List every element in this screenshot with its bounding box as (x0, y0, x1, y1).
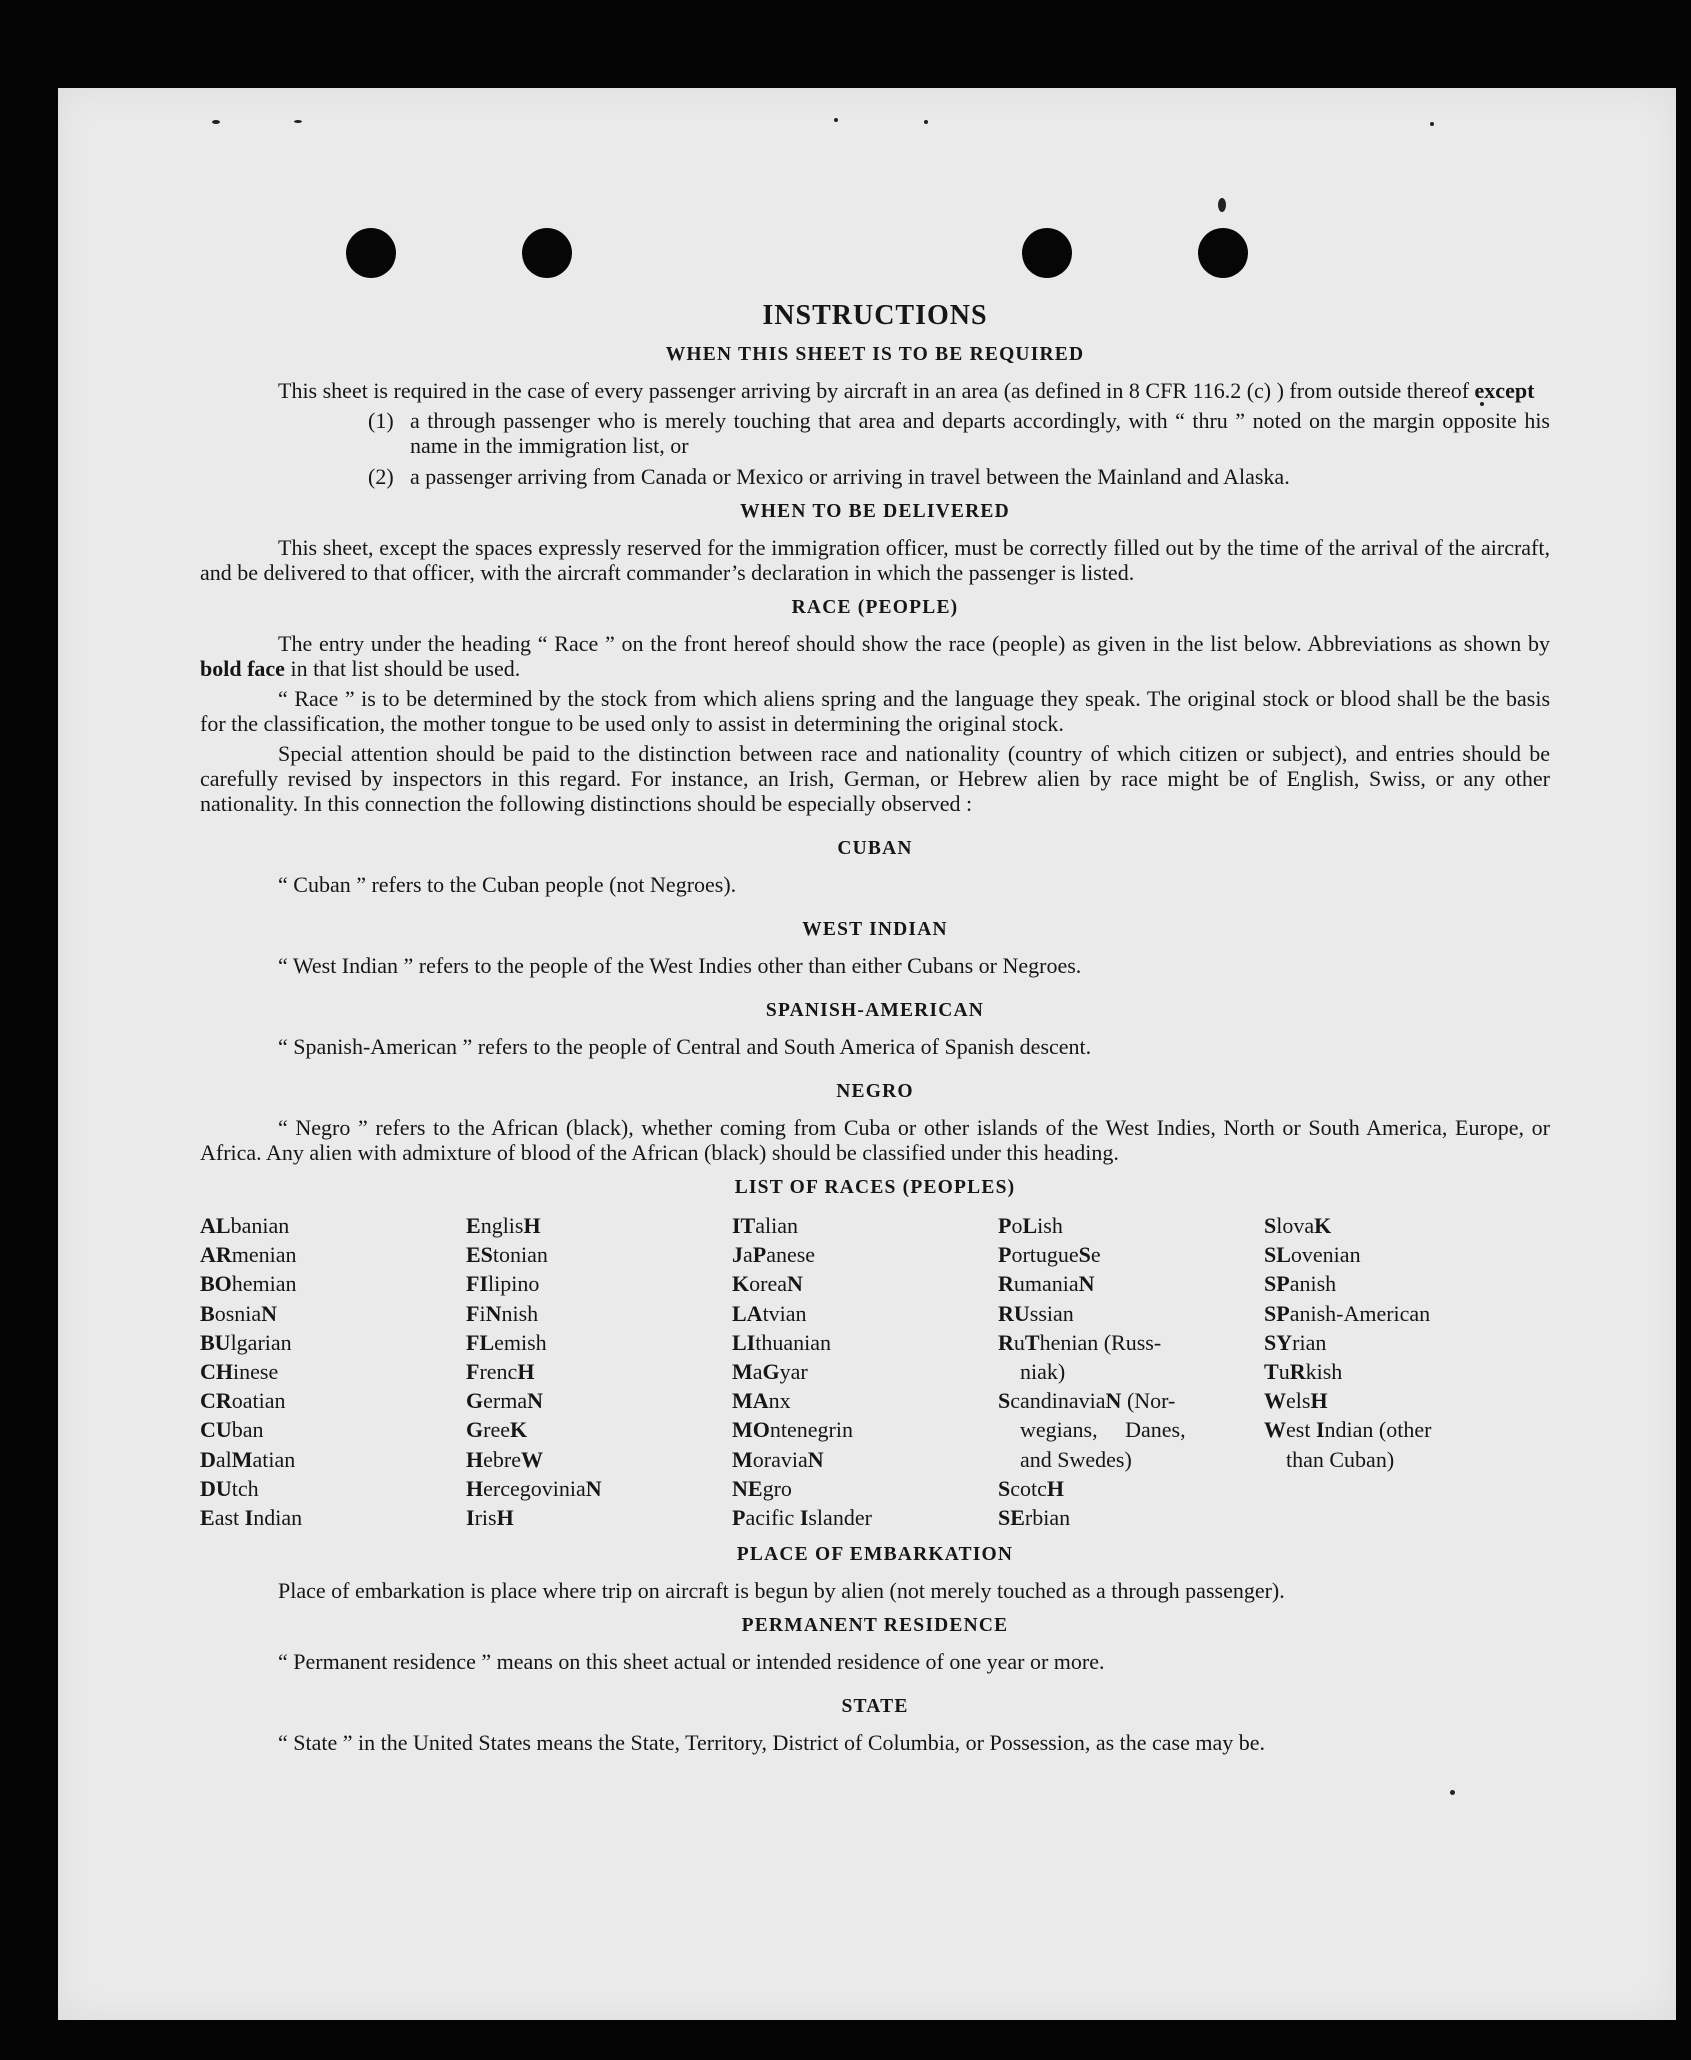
race-entry: IrisH (466, 1505, 514, 1531)
heading-spanish-american: SPANISH-AMERICAN (765, 1000, 985, 1021)
state-text: “ State ” in the United States means the State, Territory, District of Columbia, or Possession, as the case may be. (278, 1730, 1266, 1756)
race-entry: CUban (200, 1417, 264, 1443)
spanish-american-text: “ Spanish-American ” refers to the people of Central and South America of Spanish descent. (278, 1034, 1092, 1059)
heading-race: RACE (PEOPLE) (791, 597, 959, 618)
race-entry: wegians, Danes, (1020, 1417, 1186, 1443)
race-entry: PortugueSe (998, 1242, 1101, 1268)
heading-when-delivered: WHEN TO BE DELIVERED (740, 501, 1010, 522)
race-entry: DalMatian (200, 1446, 296, 1472)
races-column-2 (466, 1211, 732, 1532)
heading-place-of-embarkation: PLACE OF EMBARKATION (736, 1544, 1014, 1566)
required-intro: This sheet is required in the case of every passenger arriving by aircraft in an area (as defined in 8 CFR 116.2 (c) ) from outside thereof except (278, 378, 1535, 403)
race-entry: SYrian (1264, 1329, 1327, 1355)
race-entry: ScotcH (998, 1475, 1065, 1501)
race-entry: ARmenian (200, 1242, 297, 1268)
race-entry: KoreaN (732, 1271, 803, 1297)
race-entry: SErbian (998, 1505, 1071, 1531)
races-column-1 (200, 1211, 466, 1532)
race-entry: niak) (1020, 1359, 1066, 1385)
race-entry: MOntenegrin (732, 1417, 853, 1443)
race-entry: ScandinaviaN (Nor- (998, 1388, 1176, 1414)
race-entry: West Indian (other (1264, 1417, 1432, 1443)
speck (834, 118, 838, 122)
speck (1450, 1790, 1455, 1795)
heading-state: STATE (841, 1696, 909, 1718)
race-paragraph-1: The entry under the heading “ Race ” on the front hereof should show the race (people) as given in the list below. Abbreviations as shown by bold face in that list should be used. (200, 631, 1550, 681)
delivered-text: This sheet, except the spaces expressly reserved for the immigration officer, must be correctly filled out by the time of the arrival of the aircraft, and be delivered to that officer, with the aircraft commander’s declaration in which the passenger is listed. (200, 535, 1550, 585)
residence-text: “ Permanent residence ” means on this sheet actual or intended residence of one year or more. (278, 1649, 1105, 1675)
heading-west-indian: WEST INDIAN (802, 919, 948, 940)
race-entry: EnglisH (466, 1213, 541, 1238)
race-entry: MAnx (732, 1388, 791, 1414)
race-entry: GermaN (466, 1388, 543, 1414)
race-entry: LAtvian (732, 1300, 807, 1326)
document-page (58, 88, 1676, 2020)
heading-permanent-residence: PERMANENT RESIDENCE (741, 1615, 1009, 1637)
race-entry: FIlipino (466, 1271, 540, 1297)
race-entry: MaGyar (732, 1359, 808, 1385)
race-entry: LIthuanian (732, 1329, 832, 1355)
exception-2: (2) a passenger arriving from Canada or Mexico or arriving in travel between the Mainland and Alaska. (368, 464, 1290, 489)
heading-when-required: WHEN THIS SHEET IS TO BE REQUIRED (665, 344, 1085, 365)
race-entry: HebreW (466, 1446, 543, 1472)
race-entry: SPanish (1264, 1271, 1337, 1297)
race-entry: RuThenian (Russ- (998, 1329, 1162, 1355)
race-entry: GreeK (466, 1417, 528, 1443)
race-entry: MoraviaN (732, 1446, 824, 1472)
race-paragraph-2: “ Race ” is to be determined by the stock from which aliens spring and the language they speak. The original stock or blood shall be the basis for the classification, the mother tongue to be used only to assist in determining the original stock. (200, 686, 1550, 736)
races-column-5 (1264, 1211, 1530, 1532)
race-entry: ALbanian (200, 1213, 290, 1238)
races-column-3 (732, 1211, 998, 1532)
heading-cuban: CUBAN (837, 838, 913, 859)
race-entry: BOhemian (200, 1271, 297, 1297)
race-entry: and Swedes) (1020, 1446, 1132, 1472)
race-entry: CHinese (200, 1359, 279, 1385)
heading-list-of-races: LIST OF RACES (PEOPLES) (734, 1177, 1016, 1198)
race-paragraph-3: Special attention should be paid to the distinction between race and nationality (country of which citizen or subject), and entries should be carefully revised by inspectors in this regard. For instance, an Irish, German, or Hebrew alien by race might be of English, Swiss, or any other nationality. In this connection the following distinctions should be especially observed : (200, 741, 1550, 816)
speck (212, 120, 220, 124)
race-entry: JaPanese (732, 1242, 816, 1268)
race-entry: NEgro (732, 1475, 792, 1501)
race-entry: BUlgarian (200, 1329, 292, 1355)
races-list (200, 1211, 1550, 1532)
race-entry: SPanish-American (1264, 1300, 1431, 1326)
race-entry: ITalian (732, 1213, 799, 1238)
race-entry: FrencH (466, 1359, 535, 1385)
race-entry: SlovaK (1264, 1213, 1332, 1238)
speck (1430, 122, 1434, 126)
race-entry: SLovenian (1264, 1242, 1361, 1268)
race-entry: RumaniaN (998, 1271, 1095, 1297)
west-indian-text: “ West Indian ” refers to the people of the West Indies other than either Cubans or Negroes. (278, 953, 1082, 978)
race-entry: FLemish (466, 1329, 547, 1355)
race-entry: CRoatian (200, 1388, 286, 1414)
embarkation-text: Place of embarkation is place where trip on aircraft is begun by alien (not merely touched as a through passenger). (278, 1578, 1285, 1604)
speck (924, 120, 928, 124)
negro-text: “ Negro ” refers to the African (black), whether coming from Cuba or other islands of the West Indies, North or South America, Europe, or Africa. Any alien with admixture of blood of the African (black) should be classified under this heading. (200, 1115, 1550, 1165)
instructions-content (200, 208, 1550, 1760)
race-entry: EStonian (466, 1242, 548, 1268)
cuban-text: “ Cuban ” refers to the Cuban people (not Negroes). (278, 872, 737, 897)
speck (294, 120, 302, 123)
race-entry: PoLish (998, 1213, 1063, 1238)
race-entry: Pacific Islander (732, 1505, 872, 1531)
race-entry: HercegoviniaN (466, 1475, 602, 1501)
race-entry: BosniaN (200, 1300, 278, 1326)
exception-1: (1) a through passenger who is merely touching that area and departs accordingly, with “ thru ” noted on the margin opposite his name in the immigration list, or (368, 408, 1550, 458)
race-entry: than Cuban) (1286, 1446, 1395, 1472)
race-entry: DUtch (200, 1475, 259, 1501)
race-entry: RUssian (998, 1300, 1074, 1326)
races-column-4 (998, 1211, 1264, 1532)
page-title: INSTRUCTIONS (762, 300, 988, 331)
race-entry: TuRkish (1264, 1359, 1343, 1385)
race-entry: FiNnish (466, 1300, 539, 1326)
race-entry: WelsH (1264, 1388, 1328, 1414)
heading-negro: NEGRO (836, 1081, 914, 1102)
race-entry: East Indian (200, 1505, 303, 1531)
